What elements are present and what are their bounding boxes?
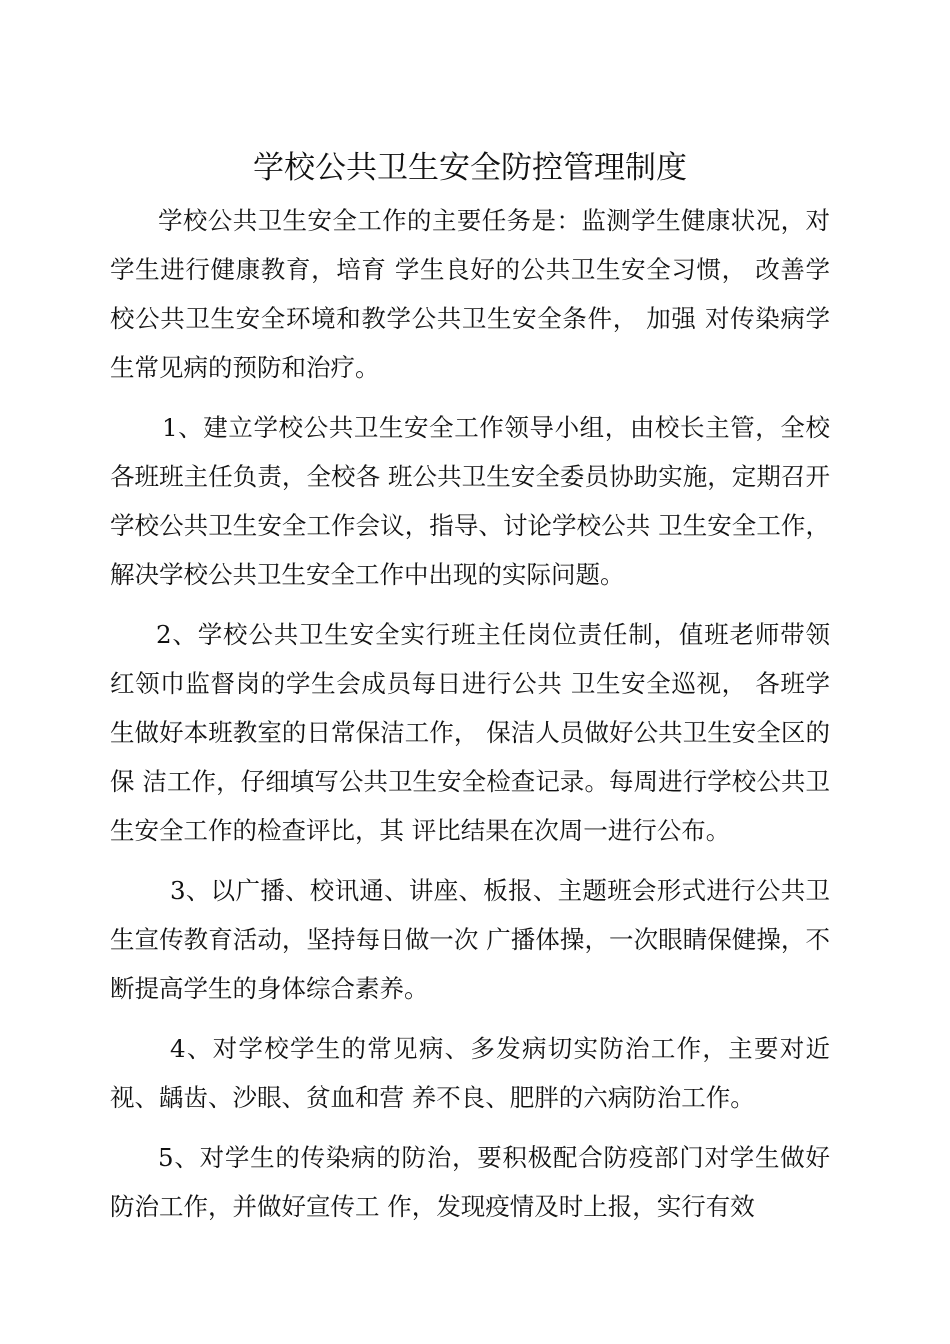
paragraph-item-2: 2、学校公共卫生安全实行班主任岗位责任制，值班老师带领红领巾监督岗的学生会成员每日进行公共 卫生安全巡视， 各班学生做好本班教室的日常保洁工作， 保洁人员做好公共卫生安全区的保 洁工作，仔细填写公共卫生安全检查记录。每周进行学校公共卫生安全工作的检查评比，其 评比结果在次周一进行公布。 [110,620,830,845]
document-page [110,140,830,1231]
paragraph-item-3: 3、以广播、校讯通、讲座、板报、主题班会形式进行公共卫生宣传教育活动，坚持每日做一次 广播体操，一次眼睛保健操，不断提高学生的身体综合素养。 [110,876,830,1003]
paragraph-item-4: 4、对学校学生的常见病、多发病切实防治工作，主要对近视、龋齿、沙眼、贫血和营 养不良、肥胖的六病防治工作。 [110,1034,830,1112]
document-title: 学校公共卫生安全防控管理制度 [253,150,687,186]
paragraph-item-1: 1、建立学校公共卫生安全工作领导小组，由校长主管，全校各班班主任负责，全校各 班公共卫生安全委员协助实施，定期召开学校公共卫生安全工作会议，指导、讨论学校公共 卫生安全工作，解决学校公共卫生安全工作中出现的实际问题。 [110,413,830,589]
paragraph-item-5: 5、对学生的传染病的防治，要积极配合防疫部门对学生做好防治工作，并做好宣传工 作，发现疫情及时上报，实行有效 [110,1143,830,1221]
intro-paragraph: 学校公共卫生安全工作的主要任务是：监测学生健康状况，对学生进行健康教育，培育 学生良好的公共卫生安全习惯， 改善学校公共卫生安全环境和教学公共卫生安全条件， 加强 对传染病学生常见病的预防和治疗。 [110,206,830,382]
